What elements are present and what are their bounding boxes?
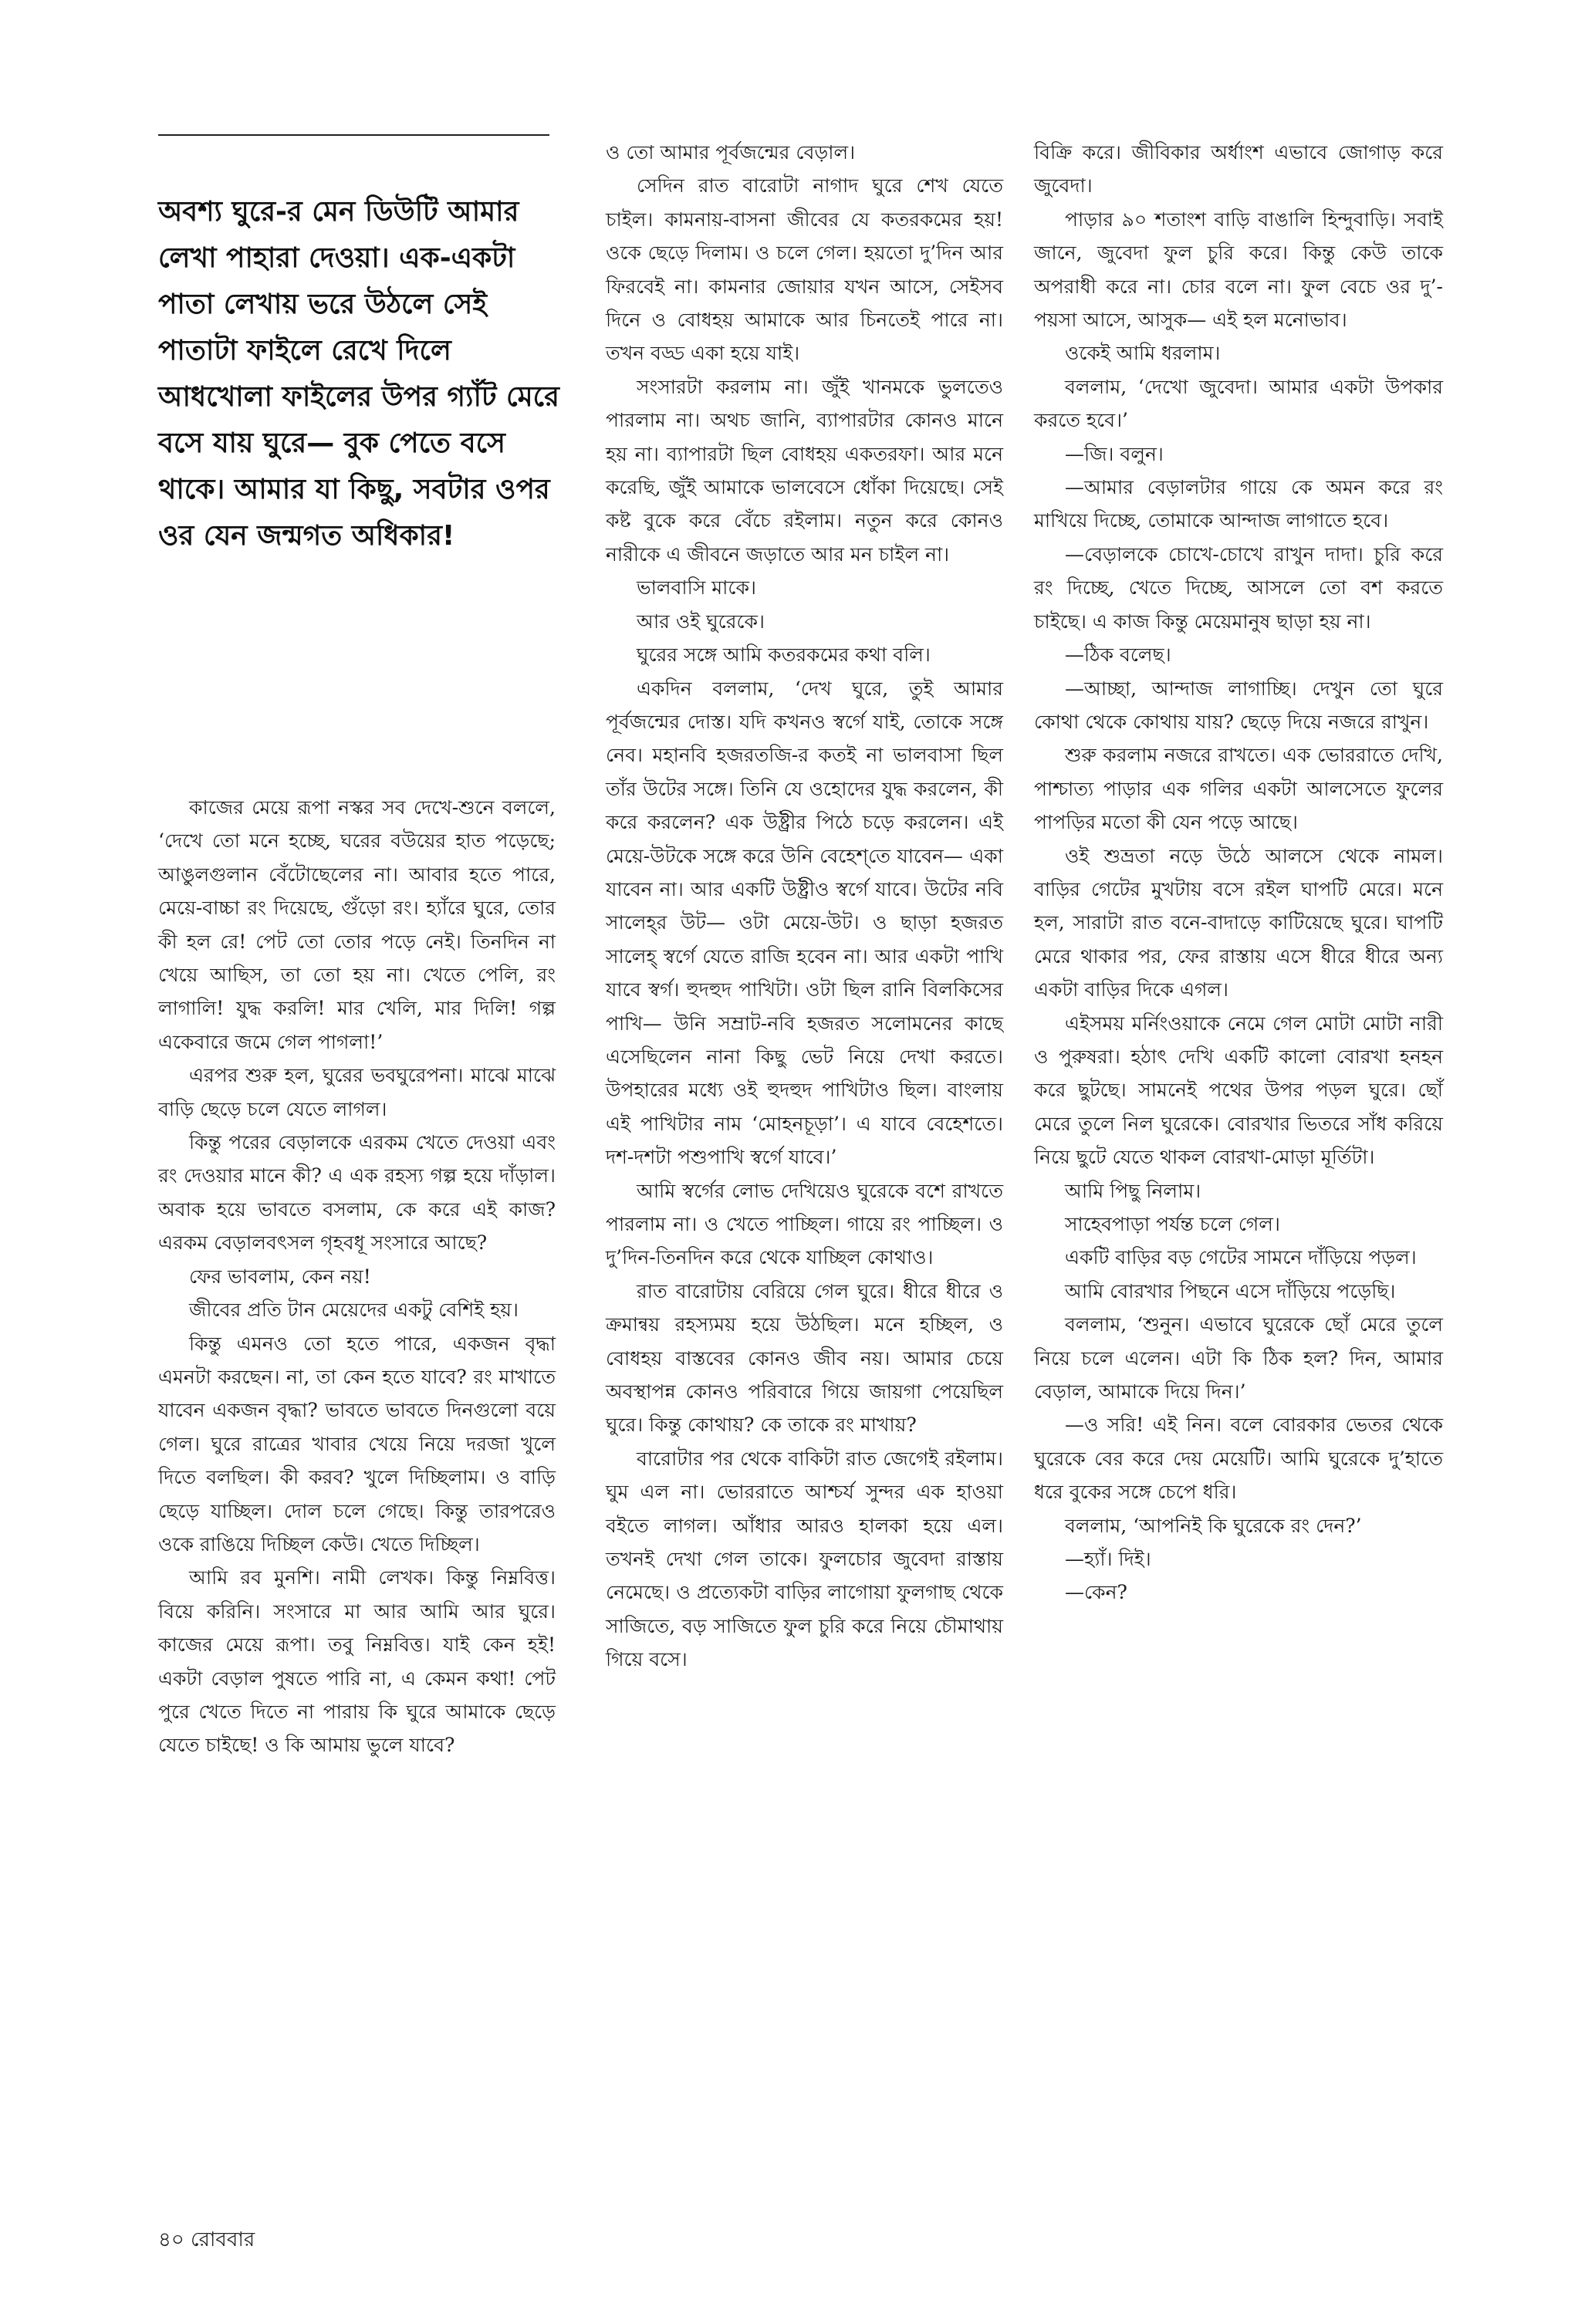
top-rule bbox=[158, 134, 549, 136]
paragraph: ও তো আমার পূর্বজন্মের বেড়াল। bbox=[606, 141, 856, 164]
paragraph: এরপর শুরু হল, ঘুরের ভবঘুরেপনা। মাঝে মাঝে বাড়ি ছেড়ে চলে যেতে লাগল। bbox=[158, 1064, 556, 1120]
paragraph: বারোটার পর থেকে বাকিটা রাত জেগেই রইলাম। ঘুম এল না। ভোররাতে আশ্চর্য সুন্দর এক হাওয়া বইতে লাগল। আঁধার আরও হালকা হয়ে এল। তখনই দেখা গেল তাকে। ফুলচোর জুবেদা রাস্তায় নেমেছে। ও প্রত্যেকটা বাড়ির লাগোয়া ফুলগাছ থেকে সাজিতে, বড় সাজিতে ফুল চুরি করে নিয়ে চৌমাথায় গিয়ে বসে। bbox=[606, 1447, 1003, 1671]
paragraph: বিক্রি করে। জীবিকার অর্ধাংশ এভাবে জোগাড় করে জুবেদা। bbox=[1034, 141, 1443, 198]
paragraph: —হ্যাঁ। দিই। bbox=[1065, 1548, 1151, 1571]
pull-quote-text: অবশ্য ঘুরে-র মেন ডিউটি আমার লেখা পাহারা দেওয়া। এক-একটা পাতা লেখায় ভরে উঠলে সেই পাতাটা ফাইলে রেখে দিলে আধখোলা ফাইলের উপর গ্যাঁট মেরে বসে যায় ঘুরে— বুক পেতে বসে থাকে। আমার যা কিছু, সবটার ওপর ওর যেন জন্মগত অধিকার! bbox=[158, 196, 559, 552]
paragraph: —বেড়ালকে চোখে-চোখে রাখুন দাদা। চুরি করে রং দিচ্ছে, খেতে দিচ্ছে, আসলে তো বশ করতে চাইছে। এ কাজ কিন্তু মেয়েমানুষ ছাড়া হয় না। bbox=[1034, 542, 1443, 633]
paragraph: আমি পিছু নিলাম। bbox=[1065, 1179, 1201, 1202]
paragraph: সেদিন রাত বারোটা নাগাদ ঘুরে শেখ যেতে চাইল। কামনায়-বাসনা জীবের যে কতরকমের হয়! ওকে ছেড়ে দিলাম। ও চলে গেল। হয়তো দু’দিন আর ফিরবেই না। কামনার জোয়ার যখন আসে, সেইসব দিনে ও বোধহয় আমাকে আর চিনতেই পারে না। তখন বড্ড একা হয়ে যাই। bbox=[606, 174, 1003, 365]
paragraph: —কেন? bbox=[1065, 1581, 1127, 1604]
paragraph: সংসারটা করলাম না। জুঁই খানমকে ভুলতেও পারলাম না। অথচ জানি, ব্যাপারটার কোনও মানে হয় না। ব্যাপারটা ছিল বোধহয় একতরফা। আর মনে করেছি, জুঁই আমাকে ভালবেসে ধোঁকা দিয়েছে। সেই কষ্ট বুকে করে বেঁচে রইলাম। নতুন করে কোনও নারীকে এ জীবনে জড়াতে আর মন চাইল না। bbox=[606, 375, 1003, 566]
paragraph: পাড়ার ৯০ শতাংশ বাড়ি বাঙালি হিন্দুবাড়ি। সবাই জানে, জুবেদা ফুল চুরি করে। কিন্তু কেউ তাকে অপরাধী করে না। চোর বলে না। ফুল বেচে ওর দু’-পয়সা আসে, আসুক— এই হল মনোভাব। bbox=[1034, 208, 1443, 332]
paragraph: বললাম, ‘দেখো জুবেদা। আমার একটা উপকার করতে হবে।’ bbox=[1034, 375, 1443, 432]
paragraph: একদিন বললাম, ‘দেখ ঘুরে, তুই আমার পূর্বজন্মের দোস্ত। যদি কখনও স্বর্গে যাই, তোকে সঙ্গে নেব। মহানবি হজরতজি-র কতই না ভালবাসা ছিল তাঁর উটের সঙ্গে। তিনি যে ওহোদের যুদ্ধ করলেন, কী করে করলেন? এক উষ্ট্রীর পিঠে চড়ে করলেন। এই মেয়ে-উটকে সঙ্গে করে উনি বেহেশ্‌তে যাবেন— একা যাবেন না। আর একটি উষ্ট্রীও স্বর্গে যাবে। উটের নবি সালেহ্‌র উট— ওটা মেয়ে-উট। ও ছাড়া হজরত সালেহ্‌ স্বর্গে যেতে রাজি হবেন না। আর একটা পাখি যাবে স্বর্গ। হুদহুদ পাখিটা। ওটা ছিল রানি বিলকিসের পাখি— উনি সম্রাট-নবি হজরত সলোমনের কাছে এসেছিলেন নানা কিছু ভেট নিয়ে দেখা করতে। উপহারের মধ্যে ওই হুদহুদ পাখিটাও ছিল। বাংলায় এই পাখিটার নাম ‘মোহনচূড়া’। এ যাবে বেহেশতে। দশ-দশটা পশুপাখি স্বর্গে যাবে।’ bbox=[606, 677, 1003, 1169]
paragraph: কাজের মেয়ে রূপা নস্কর সব দেখে-শুনে বললে, ‘দেখে তো মনে হচ্ছে, ঘরের বউয়ের হাত পড়েছে; আঙুলগুলান বেঁটোছেলের না। আবার হতে পারে, মেয়ে-বাচ্চা রং দিয়েছে, গুঁড়ো রং। হ্যাঁরে ঘুরে, তোর কী হল রে! পেট তো তোর পড়ে নেই। তিনদিন না খেয়ে আছিস, তা তো হয় না। খেতে পেলি, রং লাগালি! যুদ্ধ করলি! মার খেলি, মার দিলি! গল্প একেবারে জমে গেল পাগলা!’ bbox=[158, 796, 556, 1053]
paragraph: একটি বাড়ির বড় গেটের সামনে দাঁড়িয়ে পড়ল। bbox=[1065, 1246, 1417, 1269]
paragraph: বললাম, ‘শুনুন। এভাবে ঘুরেকে ছোঁ মেরে তুলে নিয়ে চলে এলেন। এটা কি ঠিক হল? দিন, আমার বেড়াল, আমাকে দিয়ে দিন।’ bbox=[1034, 1313, 1443, 1404]
page-footer bbox=[158, 2224, 255, 2258]
paragraph: —জি। বলুন। bbox=[1065, 442, 1164, 465]
pull-quote bbox=[158, 189, 567, 559]
paragraph: ভালবাসি মাকে। bbox=[637, 576, 756, 600]
paragraph: —ও সরি! এই নিন। বলে বোরকার ভেতর থেকে ঘুরেকে বের করে দেয় মেয়েটি। আমি ঘুরেকে দু’হাতে ধরে বুকের সঙ্গে চেপে ধরি। bbox=[1034, 1414, 1443, 1504]
paragraph: ঘুরের সঙ্গে আমি কতরকমের কথা বলি। bbox=[637, 643, 931, 667]
column-3 bbox=[1034, 136, 1443, 1610]
paragraph: আমি বোরখার পিছনে এসে দাঁড়িয়ে পড়েছি। bbox=[1065, 1279, 1396, 1302]
paragraph: আমি স্বর্গের লোভ দেখিয়েও ঘুরেকে বশে রাখতে পারলাম না। ও খেতে পাচ্ছিল। গায়ে রং পাচ্ছিল। ও দু’দিন-তিনদিন করে থেকে যাচ্ছিল কোথাও। bbox=[606, 1179, 1003, 1269]
paragraph: কিন্তু পরের বেড়ালকে এরকম খেতে দেওয়া এবং রং দেওয়ার মানে কী? এ এক রহস্য গল্প হয়ে দাঁড়াল। অবাক হয়ে ভাবতে বসলাম, কে করে এই কাজ? এরকম বেড়ালবৎসল গৃহবধূ সংসারে আছে? bbox=[158, 1131, 556, 1255]
paragraph: শুরু করলাম নজরে রাখতে। এক ভোররাতে দেখি, পাশ্চাত্য পাড়ার এক গলির একটা আলসেতে ফুলের পাপড়ির মতো কী যেন পড়ে আছে। bbox=[1034, 744, 1443, 834]
magazine-name: রোববার bbox=[191, 2228, 255, 2251]
paragraph: আমি রব মুনশি। নামী লেখক। কিন্তু নিম্নবিত্ত। বিয়ে করিনি। সংসারে মা আর আমি আর ঘুরে। কাজের মেয়ে রূপা। তবু নিম্নবিত্ত। যাই কেন হই! একটা বেড়াল পুষতে পারি না, এ কেমন কথা! পেট পুরে খেতে দিতে না পারায় কি ঘুরে আমাকে ছেড়ে যেতে চাইছে! ও কি আমায় ভুলে যাবে? bbox=[158, 1566, 556, 1757]
paragraph: —আমার বেড়ালটার গায়ে কে অমন করে রং মাখিয়ে দিচ্ছে, তোমাকে আন্দাজ লাগাতে হবে। bbox=[1034, 476, 1443, 532]
paragraph: ওকেই আমি ধরলাম। bbox=[1065, 342, 1221, 365]
paragraph: কিন্তু এমনও তো হতে পারে, একজন বৃদ্ধা এমনটা করছেন। না, তা কেন হতে যাবে? রং মাখাতে যাবেন একজন বৃদ্ধা? ভাবতে ভাবতে দিনগুলো বয়ে গেল। ঘুরে রাত্রের খাবার খেয়ে নিয়ে দরজা খুলে দিতে বলছিল। কী করব? খুলে দিচ্ছিলাম। ও বাড়ি ছেড়ে যাচ্ছিল। দোল চলে গেছে। কিন্তু তারপরেও ওকে রাঙিয়ে দিচ্ছিল কেউ। খেতে দিচ্ছিল। bbox=[158, 1332, 556, 1556]
paragraph: জীবের প্রতি টান মেয়েদের একটু বেশিই হয়। bbox=[189, 1299, 519, 1322]
column-1 bbox=[158, 791, 556, 1762]
column-2 bbox=[606, 136, 1003, 1677]
paragraph: সাহেবপাড়া পর্যন্ত চলে গেল। bbox=[1065, 1213, 1280, 1235]
paragraph: —ঠিক বলেছ। bbox=[1065, 643, 1171, 667]
paragraph: ফের ভাবলাম, কেন নয়! bbox=[189, 1265, 371, 1288]
paragraph: বললাম, ‘আপনিই কি ঘুরেকে রং দেন?’ bbox=[1065, 1514, 1362, 1537]
page-number: ৪০ bbox=[158, 2228, 184, 2251]
paragraph: এইসময় মর্নিংওয়াকে নেমে গেল মোটা মোটা নারী ও পুরুষরা। হঠাৎ দেখি একটি কালো বোরখা হনহন করে ছুটছে। সামনেই পথের উপর পড়ল ঘুরে। ছোঁ মেরে তুলে নিল ঘুরেকে। বোরখার ভিতরে সাঁধ করিয়ে নিয়ে ছুটে যেতে থাকল বোরখা-মোড়া মূর্তিটা। bbox=[1034, 1012, 1443, 1169]
paragraph: আর ওই ঘুরেকে। bbox=[637, 610, 765, 633]
paragraph: ওই শুভ্রতা নড়ে উঠে আলসে থেকে নামল। বাড়ির গেটের মুখটায় বসে রইল ঘাপটি মেরে। মনে হল, সারাটা রাত বনে-বাদাড়ে কাটিয়েছে ঘুরে। ঘাপটি মেরে থাকার পর, ফের রাস্তায় এসে ধীরে ধীরে অন্য একটা বাড়ির দিকে এগল। bbox=[1034, 844, 1443, 1002]
paragraph: —আচ্ছা, আন্দাজ লাগাচ্ছি। দেখুন তো ঘুরে কোথা থেকে কোথায় যায়? ছেড়ে দিয়ে নজরে রাখুন। bbox=[1034, 677, 1443, 733]
paragraph: রাত বারোটায় বেরিয়ে গেল ঘুরে। ধীরে ধীরে ও ক্রমান্বয় রহস্যময় হয়ে উঠছিল। মনে হচ্ছিল, ও বোধহয় বাস্তবের কোনও জীব নয়। আমার চেয়ে অবস্থাপন্ন কোনও পরিবারে গিয়ে জায়গা পেয়েছিল ঘুরে। কিন্তু কোথায়? কে তাকে রং মাখায়? bbox=[606, 1279, 1003, 1437]
